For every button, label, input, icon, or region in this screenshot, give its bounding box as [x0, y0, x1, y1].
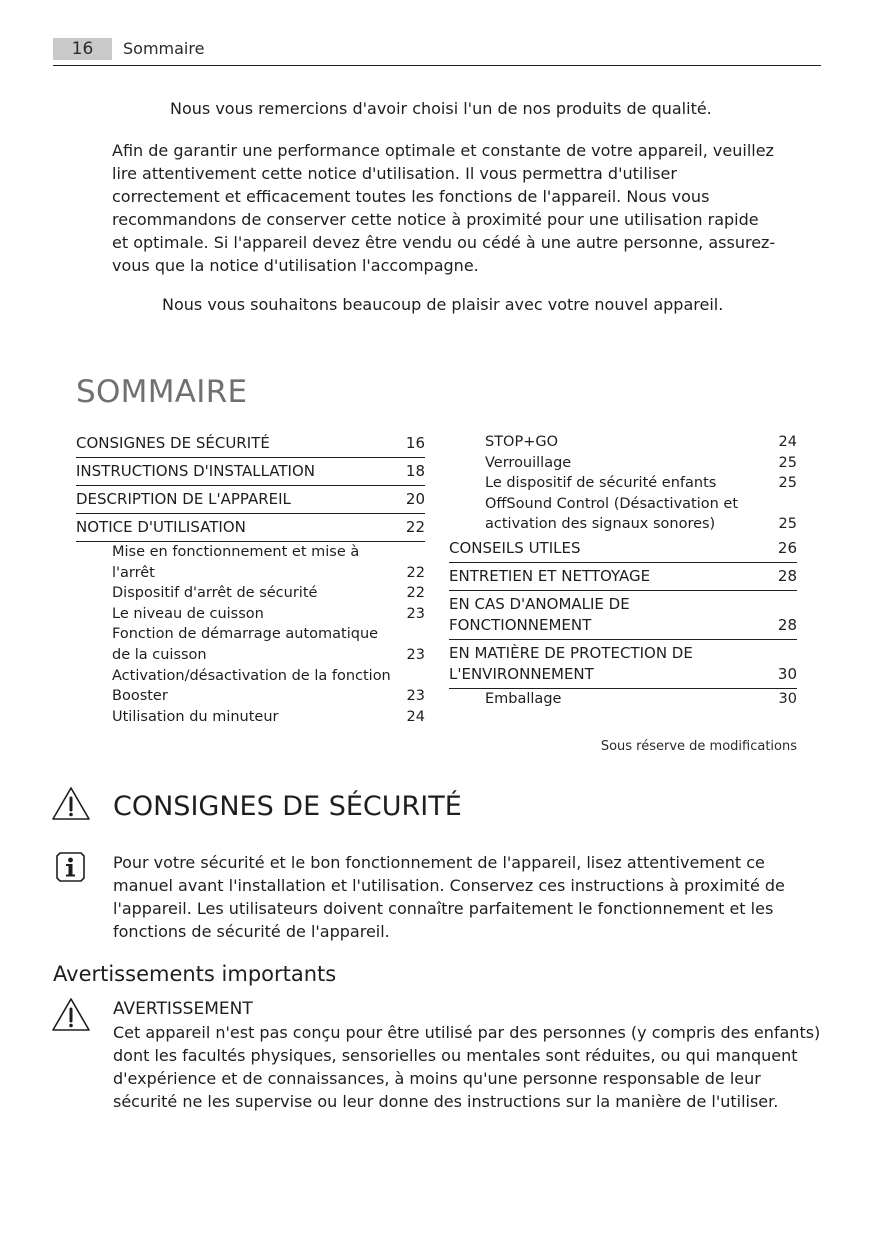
toc-subentry-title: Le dispositif de sécurité enfants: [485, 475, 717, 492]
toc-subentry-title: Emballage: [485, 690, 562, 707]
toc-entry-title: INSTRUCTIONS D'INSTALLATION: [76, 462, 315, 480]
toc-subentry-page: 25: [778, 454, 797, 471]
toc-entry-title: EN MATIÈRE DE PROTECTION DE L'ENVIRONNEMENT: [449, 643, 693, 683]
toc-subentry[interactable]: [76, 707, 425, 728]
toc-subentry-page: 23: [406, 688, 425, 705]
info-icon: [54, 850, 87, 884]
toc-subentry-title: Utilisation du minuteur: [112, 708, 279, 725]
intro-thanks: Nous vous remercions d'avoir choisi l'un de nos produits de qualité.: [170, 99, 712, 118]
toc-subentry[interactable]: [76, 666, 425, 707]
toc-subentry-title: Activation/désactivation de la fonction Booster: [112, 667, 391, 705]
toc-entry[interactable]: [449, 563, 797, 591]
toc-subentry-page: 22: [406, 585, 425, 602]
toc-entry-title: CONSEILS UTILES: [449, 538, 581, 557]
toc-entry-page: 28: [777, 566, 797, 585]
toc-subentry-title: Verrouillage: [485, 454, 572, 471]
toc-subentry[interactable]: [449, 432, 797, 453]
toc-entry[interactable]: [76, 486, 425, 514]
toc-entry-page: 20: [405, 490, 425, 508]
toc-entry[interactable]: [449, 535, 797, 563]
toc-entry-page: 16: [405, 434, 425, 452]
toc-subentry[interactable]: [76, 604, 425, 625]
toc-subentry-title: Le niveau de cuisson: [112, 605, 264, 622]
toc-subentry[interactable]: [449, 494, 797, 535]
toc-entry-title: NOTICE D'UTILISATION: [76, 518, 246, 536]
toc-subentry-page: 30: [778, 690, 797, 707]
page-header: [53, 37, 821, 66]
toc-subentry[interactable]: [449, 689, 797, 710]
toc-subentry-page: 25: [778, 475, 797, 492]
page-number: 16: [53, 38, 112, 60]
toc-subentry-title: OffSound Control (Désactivation et activation des signaux sonores): [485, 495, 739, 533]
toc-entry-page: 26: [777, 538, 797, 557]
toc-subentry[interactable]: [449, 453, 797, 474]
toc-entry[interactable]: [449, 591, 797, 640]
toc-title: SOMMAIRE: [76, 374, 248, 410]
toc-entry-title: ENTRETIEN ET NETTOYAGE: [449, 566, 651, 585]
toc-subentry-page: 23: [406, 605, 425, 622]
warning-triangle-icon: [51, 997, 91, 1033]
toc-entry[interactable]: [449, 640, 797, 689]
header-section-title: Sommaire: [123, 39, 205, 58]
toc-entry-title: CONSIGNES DE SÉCURITÉ: [76, 434, 270, 452]
warning-title: AVERTISSEMENT: [113, 999, 253, 1019]
toc-entry-page: 18: [405, 462, 425, 480]
toc-right-column: [449, 432, 797, 710]
toc-subentry-title: Fonction de démarrage automatique de la cuisson: [112, 626, 379, 663]
toc-subentry-title: STOP+GO: [485, 434, 559, 450]
toc-entry-title: DESCRIPTION DE L'APPAREIL: [76, 490, 291, 508]
toc-subentry[interactable]: [449, 473, 797, 494]
toc-entry-title: EN CAS D'ANOMALIE DE FONCTIONNEMENT: [449, 594, 630, 634]
warning-triangle-icon: [51, 786, 91, 822]
toc-subentry-title: Mise en fonctionnement et mise à l'arrêt: [112, 544, 360, 581]
modification-note: Sous réserve de modifications: [600, 739, 797, 754]
toc-subentry[interactable]: [76, 624, 425, 665]
section-title: CONSIGNES DE SÉCURITÉ: [113, 791, 462, 822]
toc-entry[interactable]: [76, 458, 425, 486]
subsection-title: Avertissements importants: [53, 962, 337, 986]
toc-entry[interactable]: [76, 514, 425, 542]
intro-wish: Nous vous souhaitons beaucoup de plaisir avec votre nouvel appareil.: [162, 295, 724, 314]
toc-subentry-page: 23: [406, 646, 425, 663]
toc-subentry-page: 24: [406, 708, 425, 725]
safety-info-text: Pour votre sécurité et le bon fonctionnement de l'appareil, lisez attentivement ce manuel avant l'installation et l'utilisation. Conservez ces instructions à proximité de l'appareil. Les utilisateurs doivent connaître parfaitement le fonctionnement et les fonctions de sécurité de l'appareil.: [113, 853, 785, 941]
toc-subentry-title: Dispositif d'arrêt de sécurité: [112, 585, 318, 602]
toc-subentry-page: 24: [778, 434, 797, 450]
toc-subentry-page: 25: [778, 516, 797, 533]
toc-subentry[interactable]: [76, 542, 425, 583]
intro-body: Afin de garantir une performance optimale et constante de votre appareil, veuillez lire attentivement cette notice d'utilisation. Il vous permettra d'utiliser correctement et efficacement toutes les fonctions de l'appareil. Nous vous recommandons de conserver cette notice à proximité pour une utilisation rapide et optimale. Si l'appareil devez être vendu ou cédé à une autre personne, assurez-vous que la notice d'utilisation l'accompagne.: [112, 141, 776, 275]
toc-entry[interactable]: [76, 430, 425, 458]
toc-subentry[interactable]: [76, 583, 425, 604]
toc-subentry-page: 22: [406, 564, 425, 581]
toc-entry-page: 22: [405, 518, 425, 536]
toc-left-column: [76, 430, 425, 727]
warning-text: Cet appareil n'est pas conçu pour être utilisé par des personnes (y compris des enfants) dont les facultés physiques, sensorielles ou mentales sont réduites, ou qui manquent d'expérience et de connaissances, à moins qu'une personne responsable de leur sécurité ne les supervise ou leur donne des instructions sur la manière de l'utiliser.: [113, 1023, 821, 1111]
toc-entry-page: 30: [777, 664, 797, 683]
toc-entry-page: 28: [777, 615, 797, 634]
